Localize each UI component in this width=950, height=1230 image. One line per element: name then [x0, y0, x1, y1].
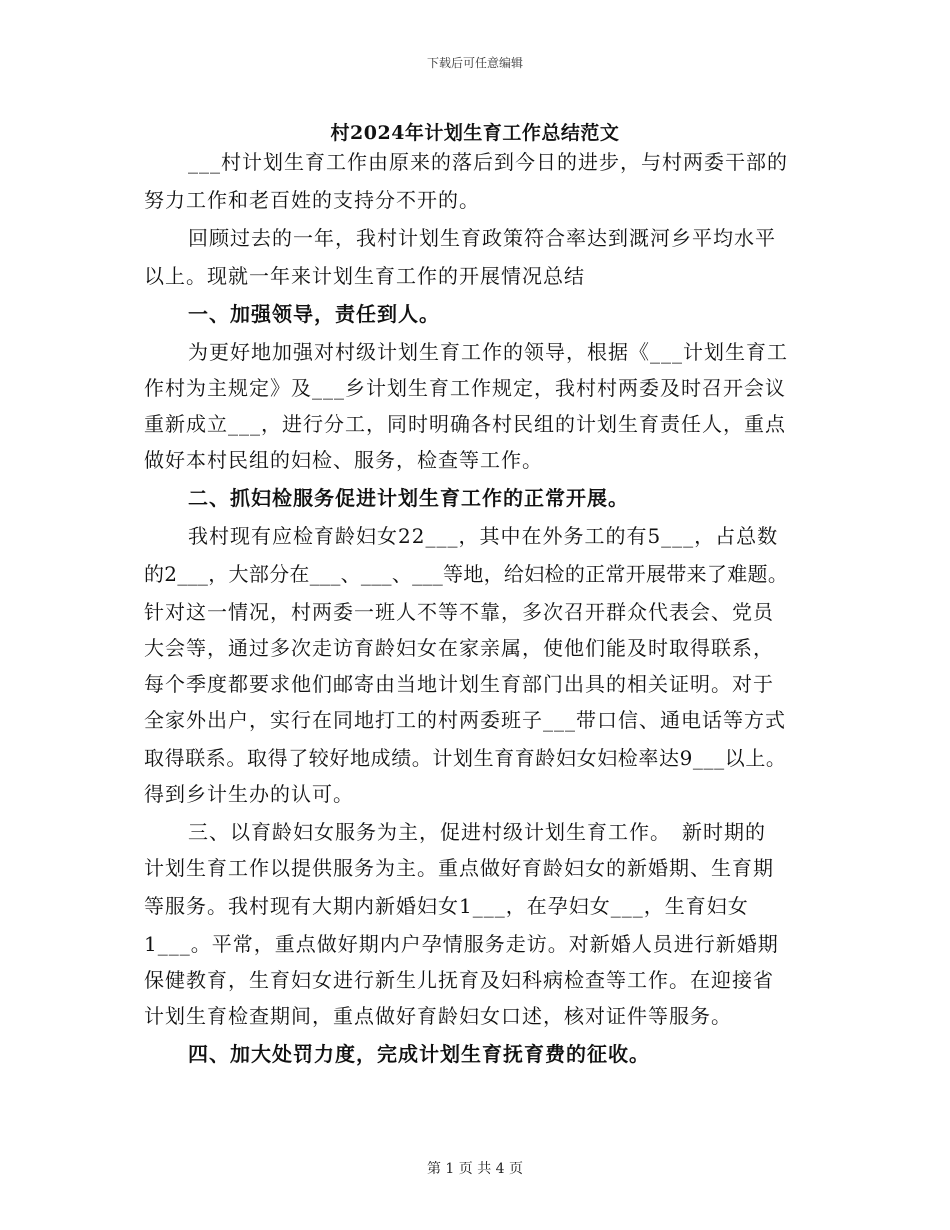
paragraph-line: ___村计划生育工作由原来的落后到今日的进步，与村两委干部的: [188, 150, 788, 174]
document-title: 村2024年计划生育工作总结范文: [330, 122, 620, 144]
page-number: 第 1 页 共 4 页: [426, 1161, 524, 1177]
paragraph-line: 回顾过去的一年，我村计划生育政策符合率达到溉河乡平均水平: [188, 226, 776, 250]
paragraph-line: 1___。平常，重点做好期内户孕情服务走访。对新婚人员进行新婚期: [144, 932, 779, 956]
section-heading-4: 四、加大处罚力度，完成计划生育抚育费的征收。: [188, 1042, 650, 1066]
paragraph-line: 为更好地加强对村级计划生育工作的领导，根据《___计划生育工: [188, 340, 788, 364]
paragraph-line: 得到乡计生办的认可。: [144, 782, 354, 806]
paragraph-line: 大会等，通过多次走访育龄妇女在家亲属，使他们能及时取得联系，: [144, 636, 774, 660]
paragraph-line: 保健教育，生育妇女进行新生儿抚育及妇科病检查等工作。在迎接省: [144, 968, 774, 992]
paragraph-line: 努力工作和老百姓的支持分不开的。: [144, 188, 480, 212]
paragraph-line: 计划生育检查期间，重点做好育龄妇女口述，核对证件等服务。: [144, 1004, 732, 1028]
section-heading-1: 一、加强领导，责任到人。: [188, 302, 440, 326]
paragraph-line: 计划生育工作以提供服务为主。重点做好育龄妇女的新婚期、生育期: [144, 856, 774, 880]
paragraph-line: 等服务。我村现有大期内新婚妇女1___，在孕妇女___，生育妇女: [144, 894, 749, 918]
section-heading-3: 三、以育龄妇女服务为主，促进村级计划生育工作。 新时期的: [188, 820, 766, 844]
section-heading-2: 二、抓妇检服务促进计划生育工作的正常开展。: [188, 486, 629, 510]
header-note: 下载后可任意编辑: [426, 56, 523, 70]
paragraph-line: 全家外出户，实行在同地打工的村两委班子___带口信、通电话等方式: [144, 708, 786, 732]
paragraph-line: 取得联系。取得了较好地成绩。计划生育育龄妇女妇检率达9___以上。: [144, 746, 787, 770]
paragraph-line: 的2___，大部分在___、___、___等地，给妇检的正常开展带来了难题。: [144, 562, 789, 586]
paragraph-line: 每个季度都要求他们邮寄由当地计划生育部门出具的相关证明。对于: [144, 672, 774, 696]
paragraph-line: 重新成立___，进行分工，同时明确各村民组的计划生育责任人，重点: [144, 412, 786, 436]
paragraph-line: 做好本村民组的妇检、服务，检查等工作。: [144, 448, 543, 472]
paragraph-line: 作村为主规定》及___乡计划生育工作规定，我村村两委及时召开会议: [144, 376, 786, 400]
paragraph-line: 以上。现就一年来计划生育工作的开展情况总结: [144, 264, 585, 288]
paragraph-line: 我村现有应检育龄妇女22___，其中在外务工的有5___，占总数: [188, 524, 779, 548]
paragraph-line: 针对这一情况，村两委一班人不等不靠，多次召开群众代表会、党员: [144, 600, 774, 624]
